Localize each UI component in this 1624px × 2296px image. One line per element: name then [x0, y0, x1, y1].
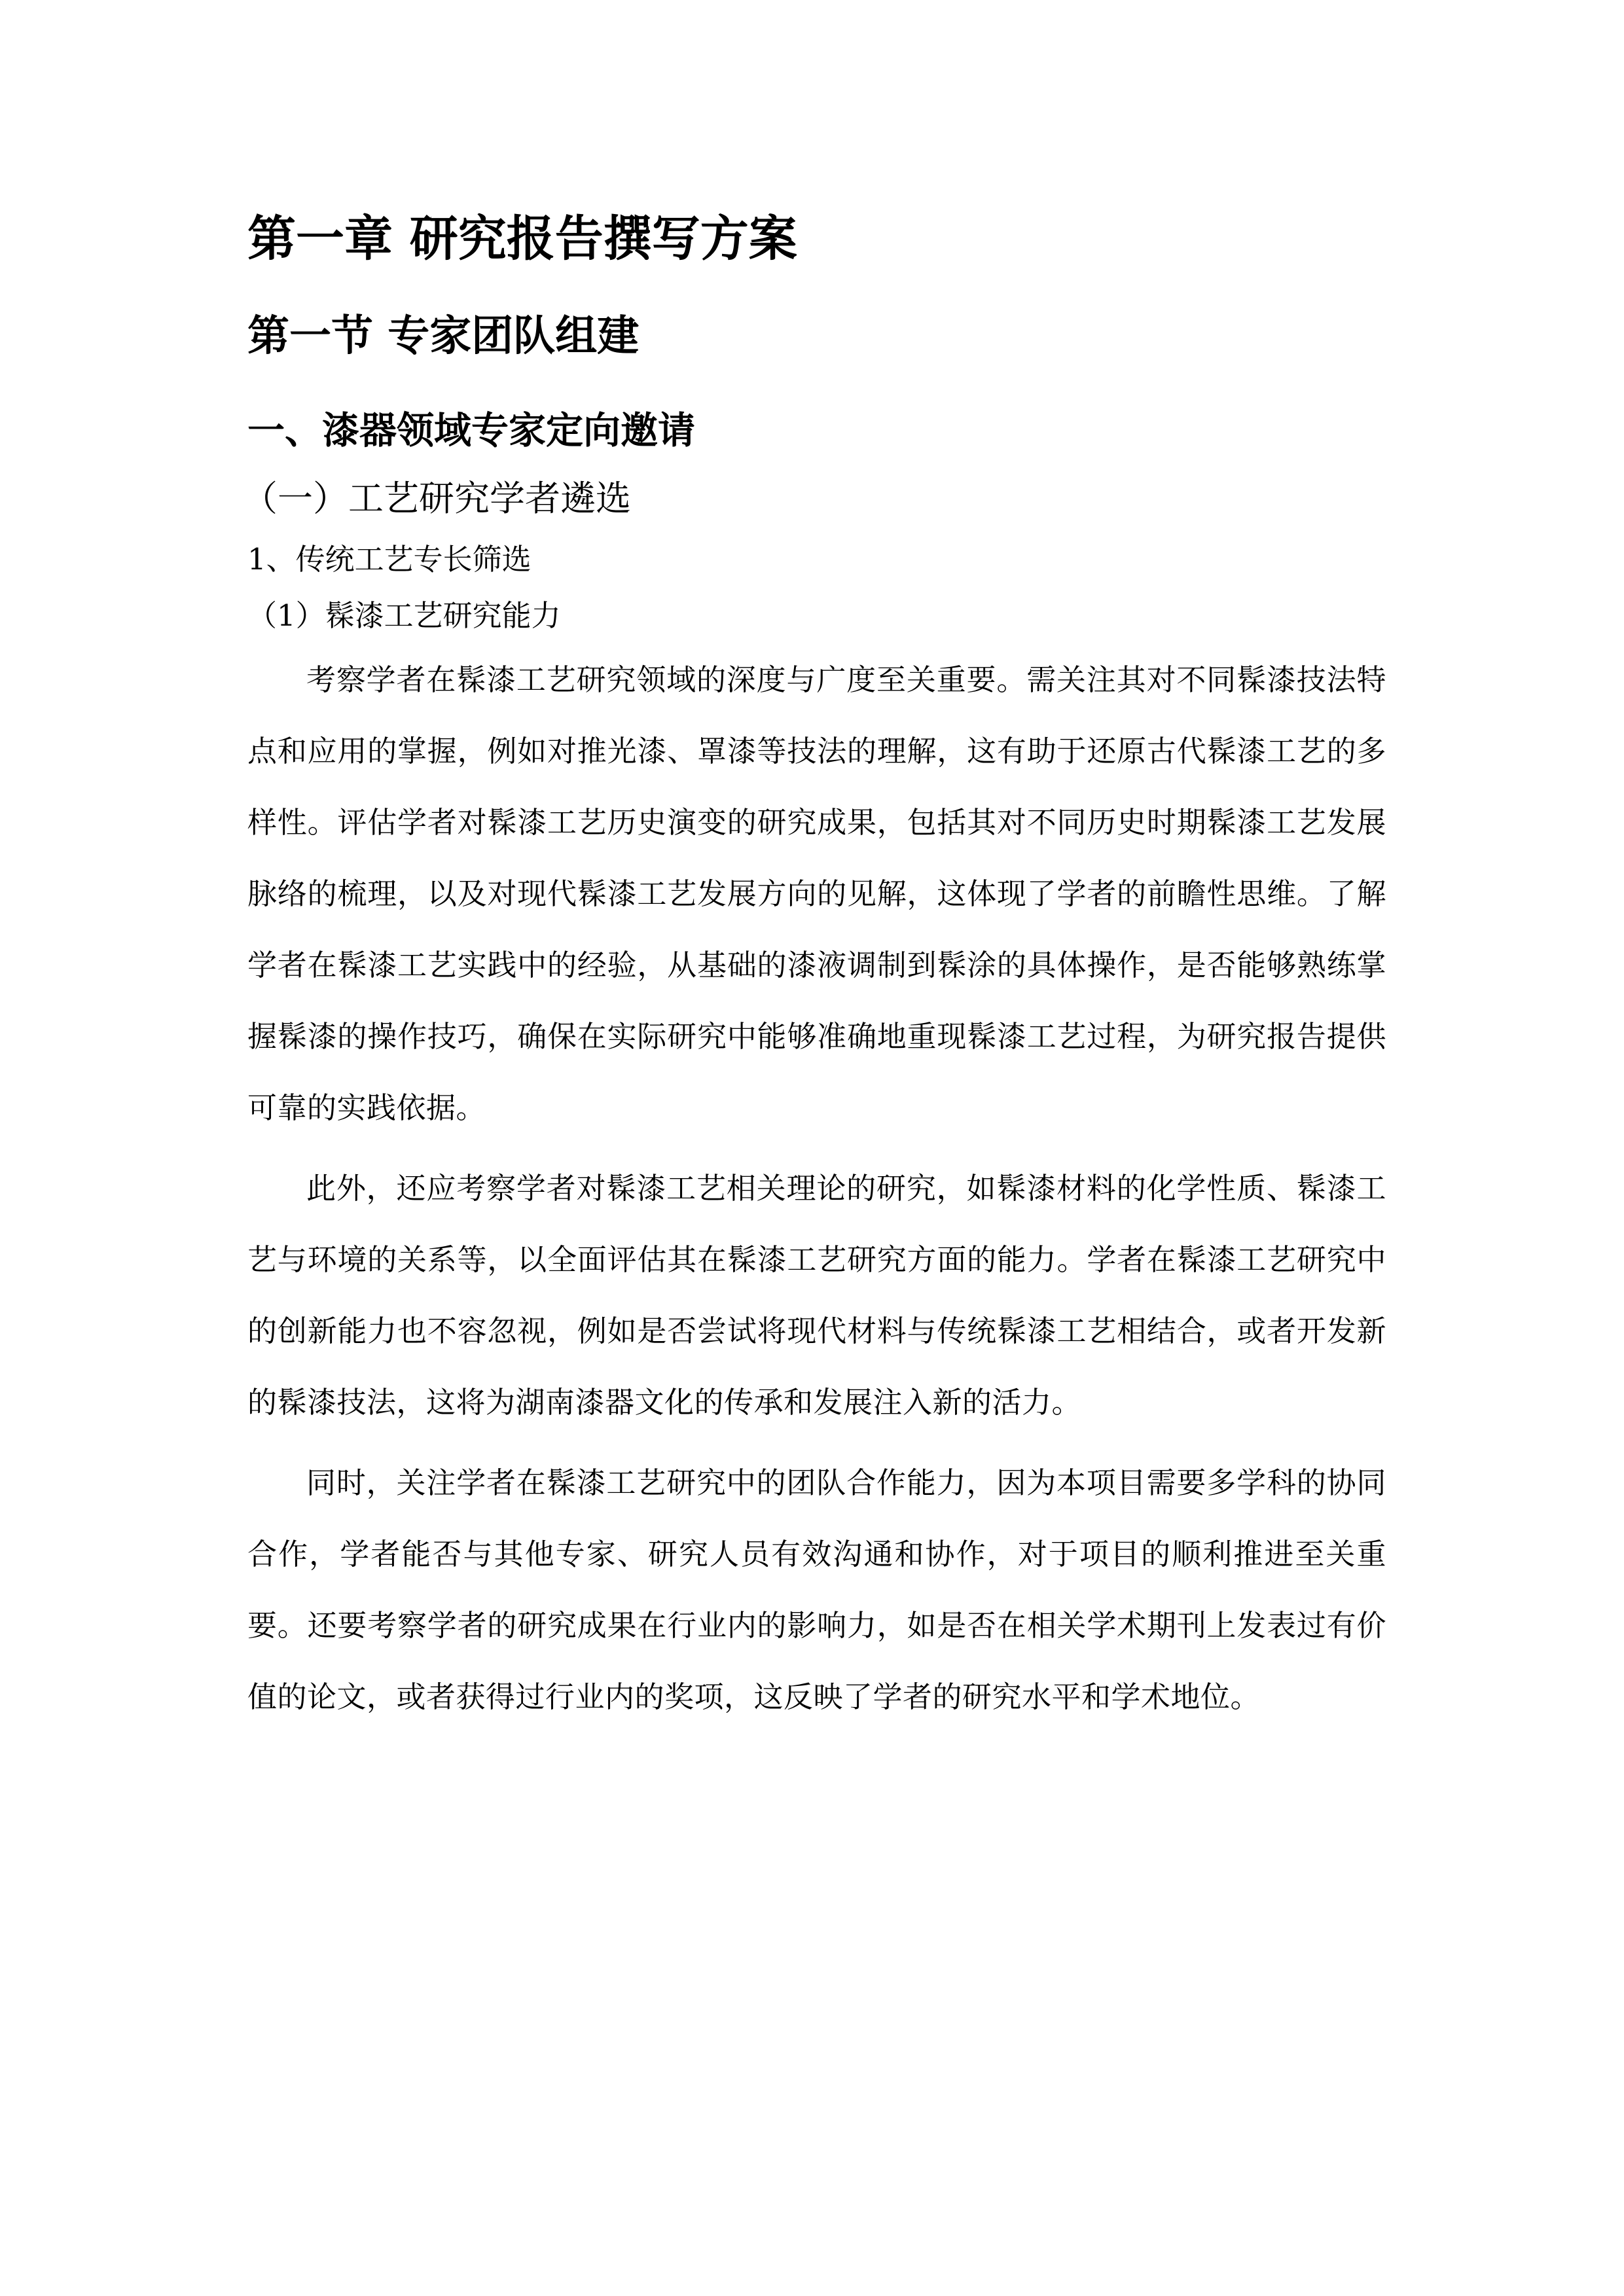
heading-level4: （一）工艺研究学者遴选: [242, 478, 631, 519]
heading-level5: 1、传统工艺专长筛选: [247, 542, 532, 577]
paragraph-2: 此外，还应考察学者对髹漆工艺相关理论的研究，如髹漆材料的化学性质、髹漆工艺与环境的关系等，以全面评估其在髹漆工艺研究方面的能力。学者在髹漆工艺研究中的创新能力也不容忽视，例如是否尝试将现代材料与传统髹漆工艺相结合，或者开发新的髹漆技法，这将为湖南漆器文化的传承和发展注入新的活力。: [247, 1171, 1386, 1420]
chapter-title: 第一章 研究报告撰写方案: [247, 211, 797, 267]
section-title: 第一节 专家团队组建: [247, 312, 640, 361]
paragraph-1: 考察学者在髹漆工艺研究领域的深度与广度至关重要。需关注其对不同髹漆技法特点和应用的掌握，例如对推光漆、罩漆等技法的理解，这有助于还原古代髹漆工艺的多样性。评估学者对髹漆工艺历史演变的研究成果，包括其对不同历史时期髹漆工艺发展脉络的梳理，以及对现代髹漆工艺发展方向的见解，这体现了学者的前瞻性思维。了解学者在髹漆工艺实践中的经验，从基础的漆液调制到髹涂的具体操作，是否能够熟练掌握髹漆的操作技巧，确保在实际研究中能够准确地重现髹漆工艺过程，为研究报告提供可靠的实践依据。: [247, 662, 1386, 1125]
paragraph-3: 同时，关注学者在髹漆工艺研究中的团队合作能力，因为本项目需要多学科的协同合作，学者能否与其他专家、研究人员有效沟通和协作，对于项目的顺利推进至关重要。还要考察学者的研究成果在行业内的影响力，如是否在相关学术期刊上发表过有价值的论文，或者获得过行业内的奖项，这反映了学者的研究水平和学术地位。: [247, 1465, 1386, 1714]
subsection-title: 一、漆器领域专家定向邀请: [247, 408, 695, 452]
heading-level6: （1）髹漆工艺研究能力: [247, 598, 561, 633]
document-body: [242, 196, 1386, 1732]
